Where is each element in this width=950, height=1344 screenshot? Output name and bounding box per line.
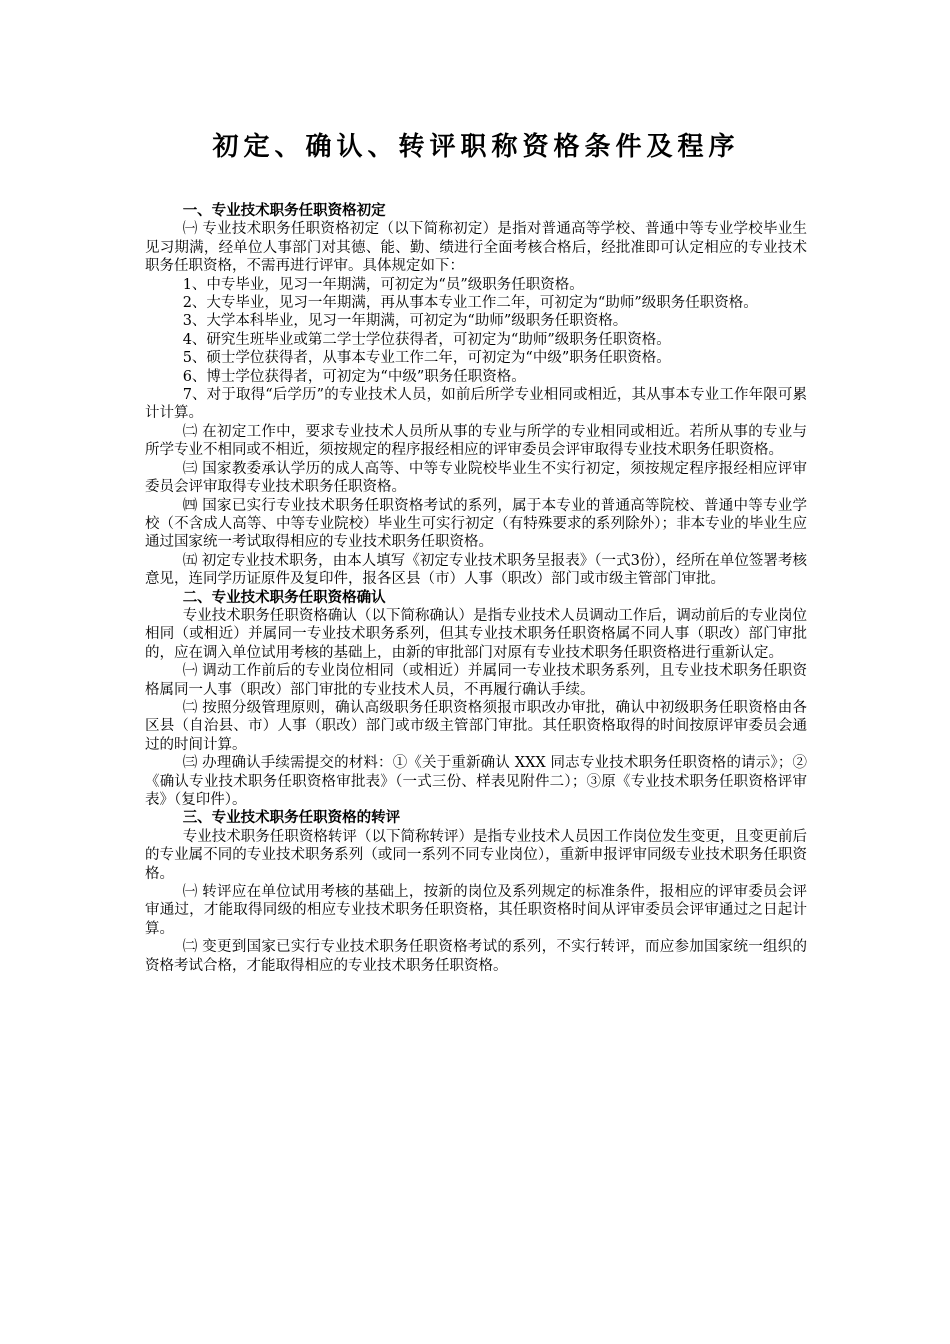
paragraph: ㈠ 专业技术职务任职资格初定（以下简称初定）是指对普通高等学校、普通中等专业学校毕业生见习期满，经单位人事部门对其德、能、勤、绩进行全面考核合格后，经批准即可认定相应的专业技术职务任职资格，不需再进行评审。具体规定如下： <box>145 221 807 275</box>
paragraph: 7、对于取得“后学历”的专业技术人员，如前后所学专业相同或相近，其从事本专业工作年限可累计计算。 <box>145 387 807 422</box>
paragraph: ㈤ 初定专业技术职务，由本人填写《初定专业技术职务呈报表》（一式3份），经所在单位签署考核意见，连同学历证原件及复印件，报各区县（市）人事（职改）部门或市级主管部门审批。 <box>145 552 807 588</box>
paragraph: 4、研究生班毕业或第二学士学位获得者，可初定为“助师”级职务任职资格。 <box>182 331 671 348</box>
paragraph: 1、中专毕业，见习一年期满，可初定为“员”级职务任职资格。 <box>182 276 584 293</box>
paragraph: ㈢ 国家教委承认学历的成人高等、中等专业院校毕业生不实行初定，须按规定程序报经相应评审委员会评审取得专业技术职务任职资格。 <box>145 460 807 496</box>
paragraph: ㈣ 国家已实行专业技术职务任职资格考试的系列，属于本专业的普通高等院校、普通中等专业学校（不含成人高等、中等专业院校）毕业生可实行初定（有特殊要求的系列除外）；非本专业的毕业生应通过国家统一考试取得相应的专业技术职务任职资格。 <box>145 497 807 551</box>
paragraph: ㈡ 变更到国家已实行专业技术职务任职资格考试的系列，不实行转评，而应参加国家统一组织的资格考试合格，才能取得相应的专业技术职务任职资格。 <box>145 939 807 974</box>
section-heading: 三、专业技术职务任职资格的转评 <box>182 810 401 827</box>
section-heading: 一、专业技术职务任职资格初定 <box>182 203 386 219</box>
paragraph: 6、博士学位获得者，可初定为“中级”职务任职资格。 <box>182 368 526 385</box>
document-page <box>145 120 807 975</box>
paragraph: 3、大学本科毕业，见习一年期满，可初定为“助师”级职务任职资格。 <box>182 313 628 330</box>
document-title: 初定、确认、转评职称资格条件及程序 <box>212 132 740 162</box>
section-heading: 二、专业技术职务任职资格确认 <box>182 589 386 606</box>
paragraph: ㈡ 在初定工作中，要求专业技术人员所从事的专业与所学的专业相同或相近。若所从事的专业与所学专业不相同或不相近，须按规定的程序报经相应的评审委员会评审取得专业技术职务任职资格。 <box>145 423 807 459</box>
paragraph: ㈠ 调动工作前后的专业岗位相同（或相近）并属同一专业技术职务系列，且专业技术职务任职资格属同一人事（职改）部门审批的专业技术人员，不再履行确认手续。 <box>145 663 807 698</box>
paragraph: 2、大专毕业，见习一年期满，再从事本专业工作二年，可初定为“助师”级职务任职资格。 <box>182 295 758 312</box>
paragraph: 专业技术职务任职资格转评（以下简称转评）是指专业技术人员因工作岗位发生变更，且变更前后的专业属不同的专业技术职务系列（或同一系列不同专业岗位），重新申报评审同级专业技术职务任职资格。 <box>145 828 807 882</box>
paragraph: 5、硕士学位获得者，从事本专业工作二年，可初定为“中级”职务任职资格。 <box>182 350 671 367</box>
paragraph: ㈠ 转评应在单位试用考核的基础上，按新的岗位及系列规定的标准条件，报相应的评审委员会评审通过，才能取得同级的相应专业技术职务任职资格，其任职资格时间从评审委员会评审通过之日起计算。 <box>145 884 807 937</box>
paragraph: ㈡ 按照分级管理原则，确认高级职务任职资格须报市职改办审批，确认中初级职务任职资格由各区县（自治县、市）人事（职改）部门或市级主管部门审批。其任职资格取得的时间按原评审委员会通过的时间计算。 <box>145 699 807 753</box>
paragraph: ㈢ 办理确认手续需提交的材料：①《关于重新确认 XXX 同志专业技术职务任职资格的请示》；②《确认专业技术职务任职资格审批表》（一式三份、样表见附件二）；③原《专业技术职务任职资格评审表》（复印件）。 <box>145 755 807 808</box>
paragraph: 专业技术职务任职资格确认（以下简称确认）是指专业技术人员调动工作后，调动前后的专业岗位相同（或相近）并属同一专业技术职务系列，但其专业技术职务任职资格属不同人事（职改）部门审批的，应在调入单位试用考核的基础上，由新的审批部门对原有专业技术职务任职资格进行重新认定。 <box>145 607 807 661</box>
